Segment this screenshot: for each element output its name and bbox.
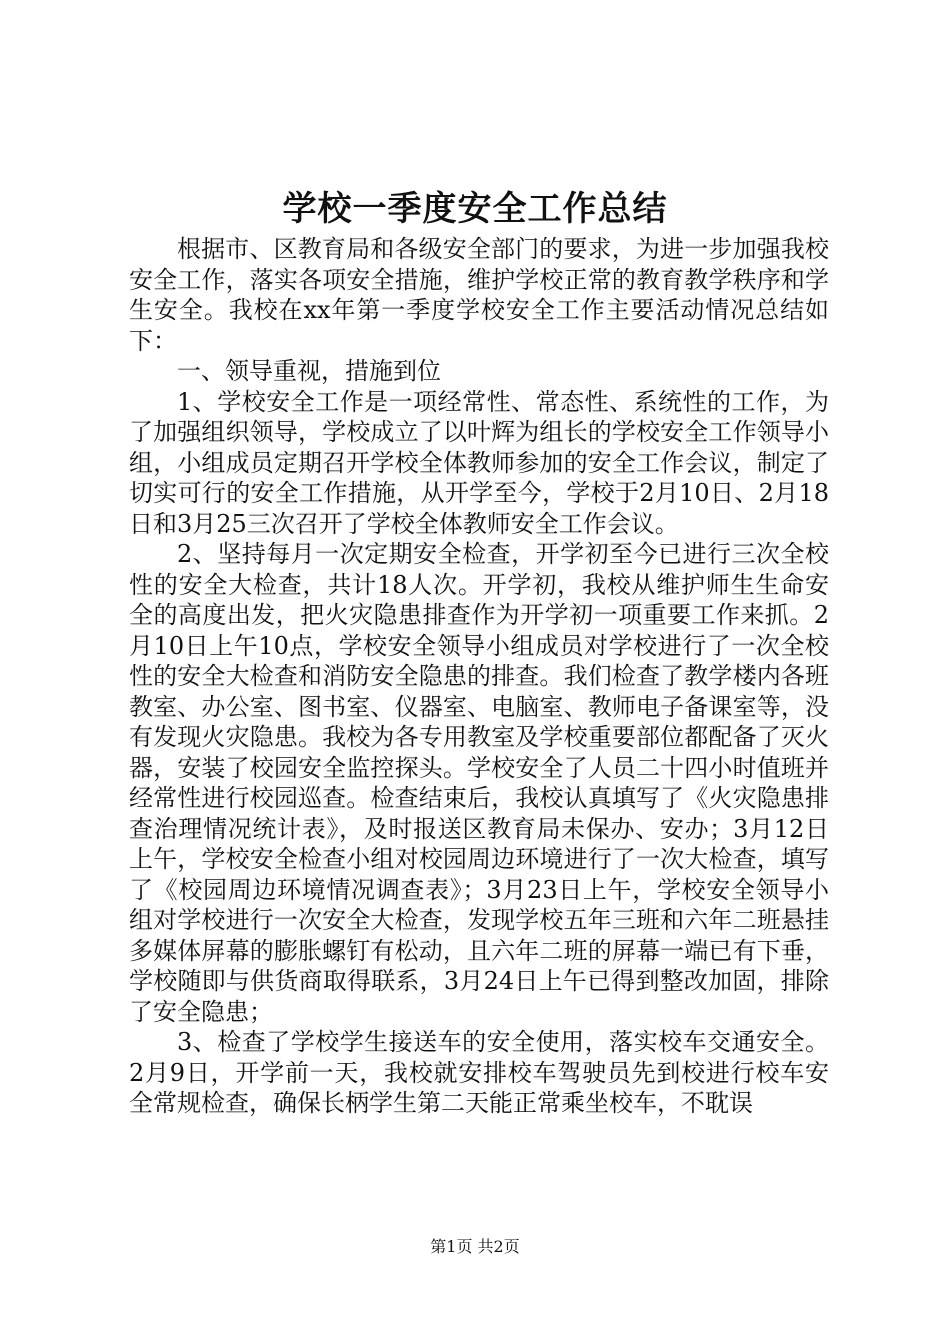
paragraph-item-1: 1、学校安全工作是一项经常性、常态性、系统性的工作，为了加强组织领导，学校成立了以叶辉为组长的学校安全工作领导小组，小组成员定期召开学校全体教师参加的安全工作会议，制定了切实可行的安全工作措施，从开学至今，学校于2月10日、2月18日和3月25三次召开了学校全体教师安全工作会议。	[129, 387, 829, 538]
paragraph-item-3: 3、检查了学校学生接送车的安全使用，落实校车交通安全。2月9日，开学前一天，我校就安排校车驾驶员先到校进行校车安全常规检查，确保长柄学生第二天能正常乘坐校车，不耽误	[129, 1028, 829, 1117]
paragraph-item-2: 2、坚持每月一次定期安全检查，开学初至今已进行三次全校性的安全大检查，共计18人次。开学初，我校从维护师生生命安全的高度出发，把火灾隐患排查作为开学初一项重要工作来抓。2月10日上午10点，学校安全领导小组成员对学校进行了一次全校性的安全大检查和消防安全隐患的排查。我们检查了教学楼内各班教室、办公室、图书室、仪器室、电脑室、教师电子备课室等，没有发现火灾隐患。我校为各专用教室及学校重要部位都配备了灭火器，安装了校园安全监控探头。学校安全了人员二十四小时值班并经常性进行校园巡查。检查结束后，我校认真填写了《火灾隐患排查治理情况统计表》，及时报送区教育局未保办、安办；3月12日上午，学校安全检查小组对校园周边环境进行了一次大检查，填写了《校园周边环境情况调查表》；3月23日上午，学校安全领导小组对学校进行一次安全大检查，发现学校五年三班和六年二班悬挂多媒体屏幕的膨胀螺钉有松动，且六年二班的屏幕一端已有下垂，学校随即与供货商取得联系，3月24日上午已得到整改加固，排除了安全隐患；	[129, 540, 829, 1026]
document-body	[129, 234, 829, 1119]
document-title: 学校一季度安全工作总结	[282, 189, 668, 229]
intro-paragraph: 根据市、区教育局和各级安全部门的要求，为进一步加强我校安全工作，落实各项安全措施，维护学校正常的教育教学秩序和学生安全。我校在xx年第一季度学校安全工作主要活动情况总结如下：	[129, 235, 829, 355]
page-number-footer: 第1页 共2页	[430, 1237, 520, 1256]
section-heading-1: 一、领导重视，措施到位	[177, 357, 441, 385]
